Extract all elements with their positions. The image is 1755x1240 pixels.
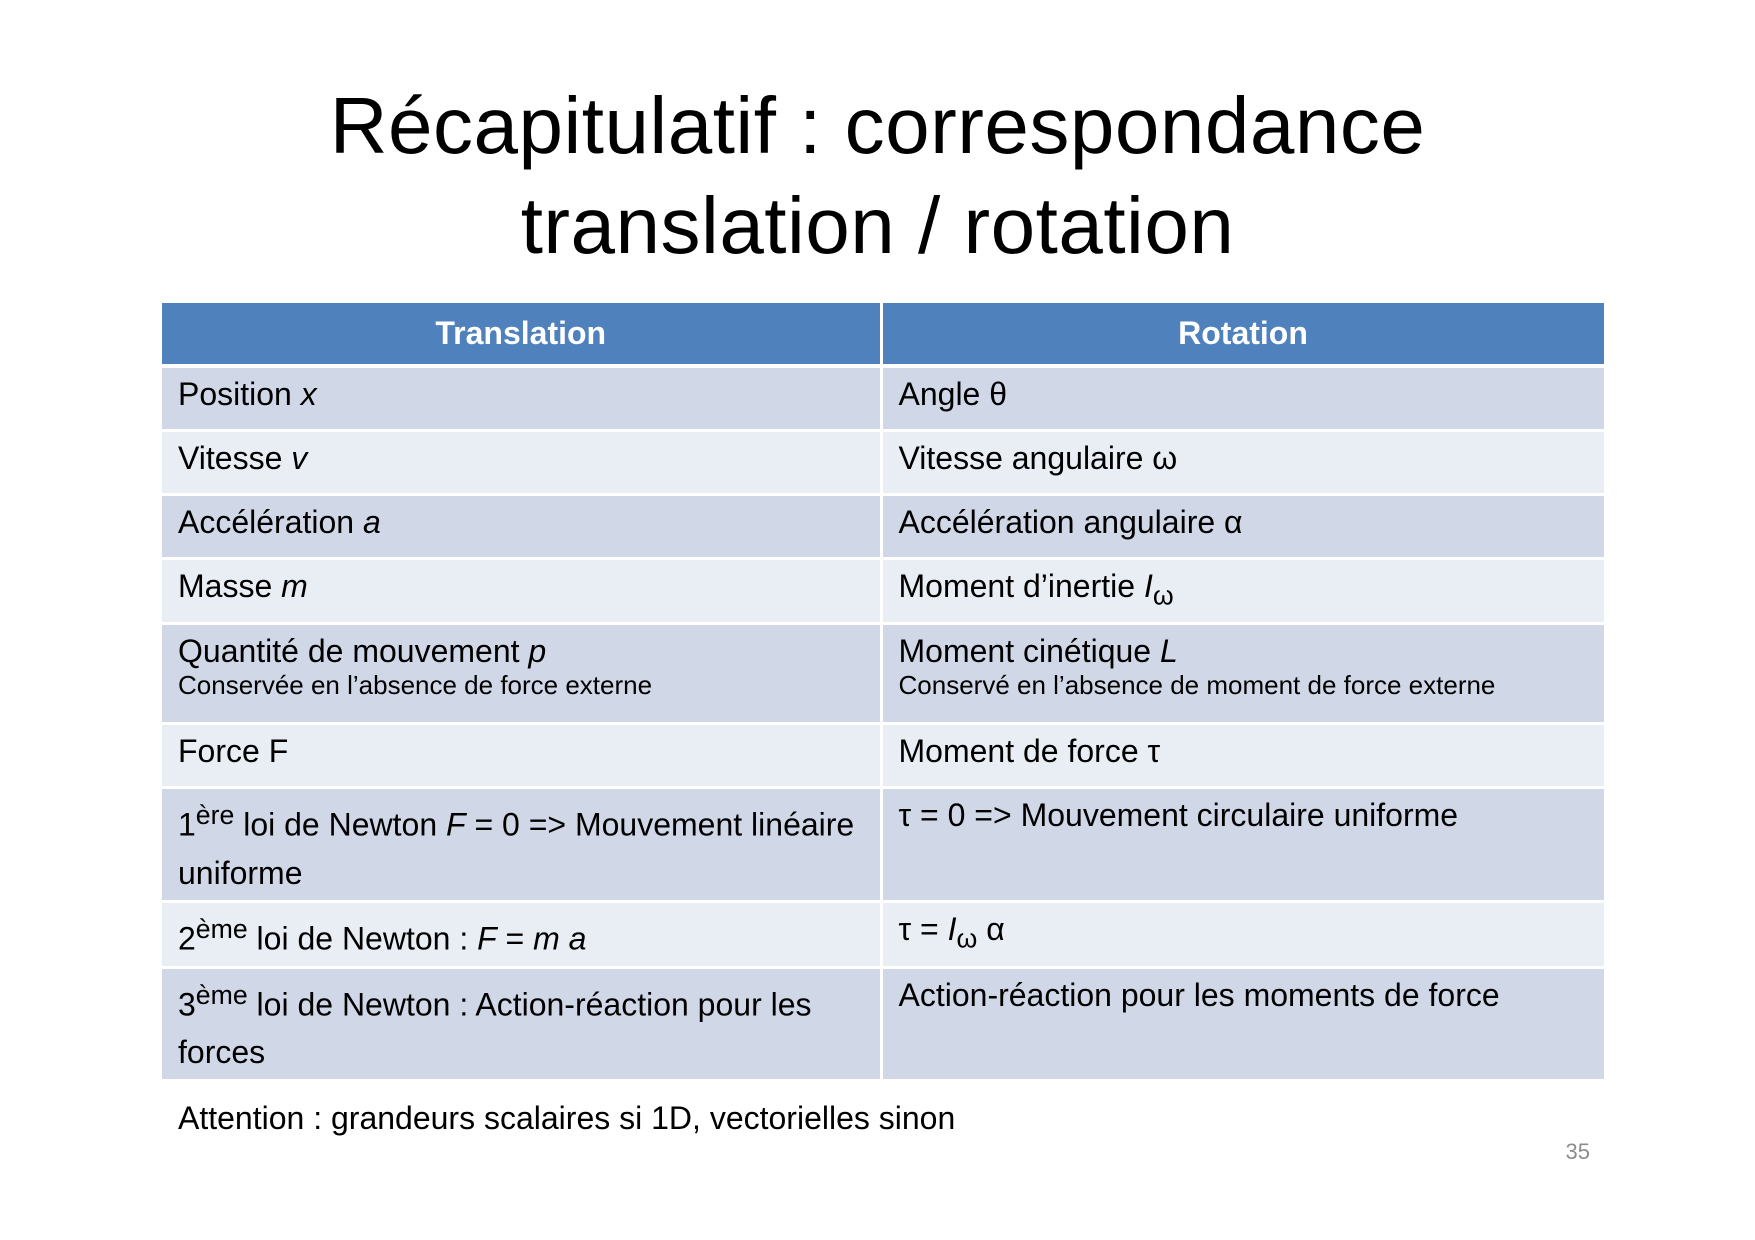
column-header-translation: Translation — [162, 303, 881, 366]
translation-cell: Force F — [162, 724, 881, 788]
slide-title-line-1: Récapitulatif : correspondance — [329, 81, 1426, 170]
rotation-cell: τ = 0 => Mouvement circulaire uniforme — [881, 788, 1605, 902]
rotation-cell: Moment d’inertie $I_\omega$ — [881, 559, 1605, 624]
table-row — [162, 788, 1605, 902]
translation-cell: Position x — [162, 366, 881, 431]
translation-cell: 3ème loi de Newton : Action-réaction pour les forces — [162, 967, 881, 1081]
translation-cell: 1ère loi de Newton F = 0 => Mouvement linéaire uniforme — [162, 788, 881, 902]
slide-title — [0, 76, 1755, 276]
table-row — [162, 967, 1605, 1081]
translation-cell: Accélération a — [162, 495, 881, 559]
rotation-cell-note: Conservé en l’absence de moment de force externe — [898, 670, 1496, 701]
table-row — [162, 902, 1605, 968]
table-row — [162, 624, 1605, 724]
translation-cell: Masse m — [162, 559, 881, 624]
footnote-attention: Attention : grandeurs scalaires si 1D, vectorielles sinon — [178, 1100, 956, 1136]
table-row — [162, 366, 1605, 431]
page-number: 35 — [1565, 1139, 1590, 1164]
rotation-cell-main: Moment cinétique L — [898, 633, 1178, 670]
slide-title-line-2: translation / rotation — [520, 181, 1235, 270]
rotation-cell: Action-réaction pour les moments de force — [881, 967, 1605, 1081]
translation-cell-note: Conservée en l’absence de force externe — [178, 670, 653, 701]
table-header-row — [162, 303, 1605, 366]
rotation-cell: Vitesse angulaire ω — [881, 431, 1605, 495]
column-header-rotation: Rotation — [881, 303, 1605, 366]
table-row — [162, 559, 1605, 624]
table-row — [162, 431, 1605, 495]
table-row — [162, 724, 1605, 788]
rotation-cell: Moment de force τ — [881, 724, 1605, 788]
translation-cell: 2ème loi de Newton : F = m a — [162, 902, 881, 968]
translation-cell — [162, 624, 881, 724]
table-row — [162, 495, 1605, 559]
rotation-cell: $\tau = I_\omega$ α — [881, 902, 1605, 968]
rotation-cell — [881, 624, 1605, 724]
rotation-cell: Angle θ — [881, 366, 1605, 431]
correspondence-table — [162, 303, 1607, 1082]
rotation-cell: Accélération angulaire α — [881, 495, 1605, 559]
translation-cell: Vitesse v — [162, 431, 881, 495]
translation-cell-main: Quantité de mouvement p — [178, 633, 547, 670]
